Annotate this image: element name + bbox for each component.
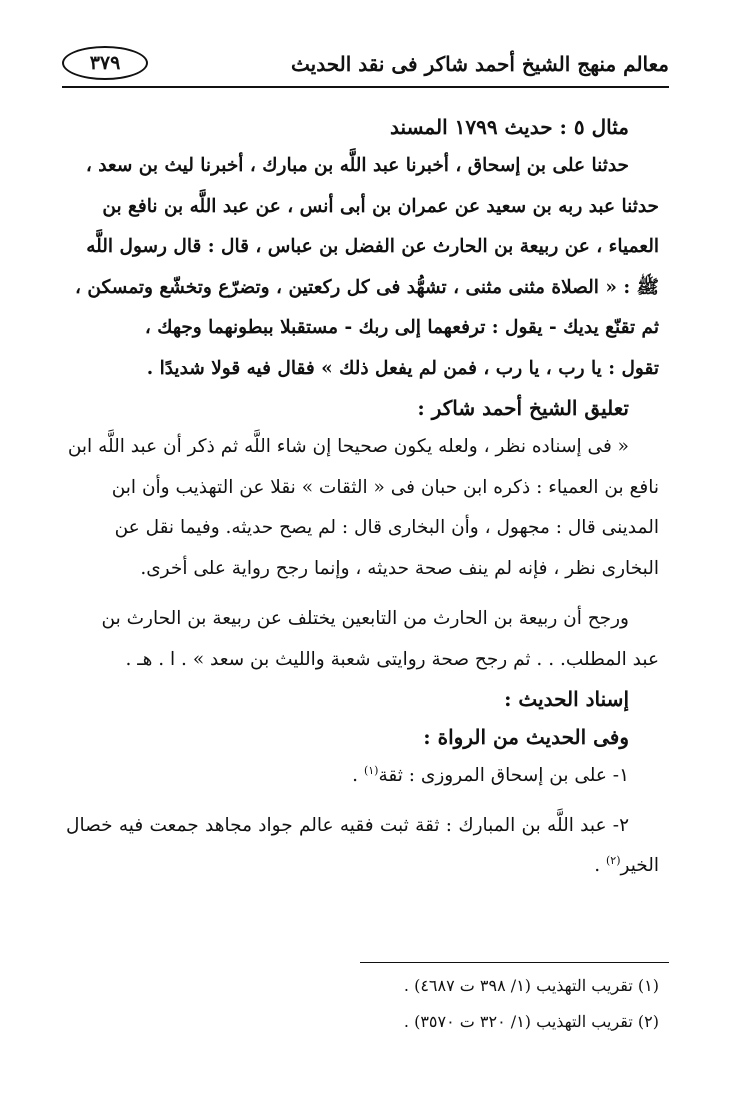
footnote-ref[interactable]: (١)	[363, 763, 379, 777]
hadith-line: حدثنا على بن إسحاق ، أخبرنا عبد اللَّه بن مبارك ، أخبرنا ليث بن سعد ،	[85, 155, 629, 176]
narrator-tail: .	[594, 855, 606, 876]
running-title: معالم منهج الشيخ أحمد شاكر فى نقد الحديث	[291, 52, 669, 76]
commentary-paragraph-1	[66, 427, 659, 589]
commentary-line: نافع بن العمياء : ذكره ابن حبان فى « الثقات » نقلا عن التهذيب وأن ابن	[111, 476, 659, 498]
hadith-line: العمياء ، عن ربيعة بن الحارث عن الفضل بن عباس ، قال : قال رسول اللَّه	[86, 236, 659, 257]
narrator-tail: .	[352, 765, 364, 786]
hadith-line: حدثنا عبد ربه بن سعيد عن عمران بن أبى أنس ، عن عبد اللَّه بن نافع بن	[102, 195, 659, 217]
narrator-item	[66, 806, 659, 886]
commentary-line: المدينى قال : مجهول ، وأن البخارى قال : لم يصح حديثه. وفيما نقل عن	[114, 517, 659, 538]
commentary-heading: تعليق الشيخ أحمد شاكر :	[417, 396, 629, 420]
commentary-line: البخارى نظر ، فإنه لم ينف صحة حديثه ، وإنما رجح رواية على أخرى.	[140, 557, 659, 579]
header-divider	[62, 86, 669, 88]
isnad-heading: إسناد الحديث :	[504, 687, 629, 711]
narrator-text: ٢- عبد اللَّه بن المبارك : ثقة ثبت فقيه عالم جواد مجاهد جمعت فيه خصال الخير	[66, 815, 659, 876]
commentary-paragraph-2	[66, 599, 659, 680]
narrators-heading: وفى الحديث من الرواة :	[423, 725, 629, 749]
narrator-text: ١- على بن إسحاق المروزى : ثقة	[378, 765, 629, 786]
footnote-ref[interactable]: (٢)	[605, 853, 621, 867]
narrator-item	[66, 756, 659, 796]
hadith-line: ﷺ : « الصلاة مثنى مثنى ، تشهُّد فى كل ركعتين ، وتضرّع وتخشّع وتمسكن ،	[74, 276, 659, 298]
footnotes	[66, 968, 659, 1040]
page-body	[66, 108, 659, 886]
hadith-line: تقول : يا رب ، يا رب ، فمن لم يفعل ذلك » فقال فيه قولا شديدًا .	[146, 357, 659, 379]
example-heading: مثال ٥ : حديث ١٧٩٩ المسند	[390, 115, 629, 139]
hadith-text	[66, 146, 659, 389]
footnote: (١) تقريب التهذيب (١/ ٣٩٨ ت ٤٦٨٧) .	[403, 976, 659, 995]
commentary-line: « فى إسناده نظر ، ولعله يكون صحيحا إن شاء اللَّه ثم ذكر أن عبد اللَّه ابن	[67, 436, 629, 457]
hadith-line: ثم تقنّع يديك - يقول : ترفعهما إلى ربك - مستقبلا ببطونهما وجهك ،	[144, 317, 659, 338]
page-header	[62, 46, 669, 86]
commentary-line: عبد المطلب. . . ثم رجح صحة روايتى شعبة والليث بن سعد » . ا . هـ .	[125, 648, 659, 670]
commentary-line: ورجح أن ربيعة بن الحارث من التابعين يختلف عن ربيعة بن الحارث بن	[101, 608, 629, 629]
footnote-divider	[360, 962, 669, 963]
footnote: (٢) تقريب التهذيب (١/ ٣٢٠ ت ٣٥٧٠) .	[403, 1012, 659, 1031]
page-number: ٣٧٩	[62, 46, 148, 80]
